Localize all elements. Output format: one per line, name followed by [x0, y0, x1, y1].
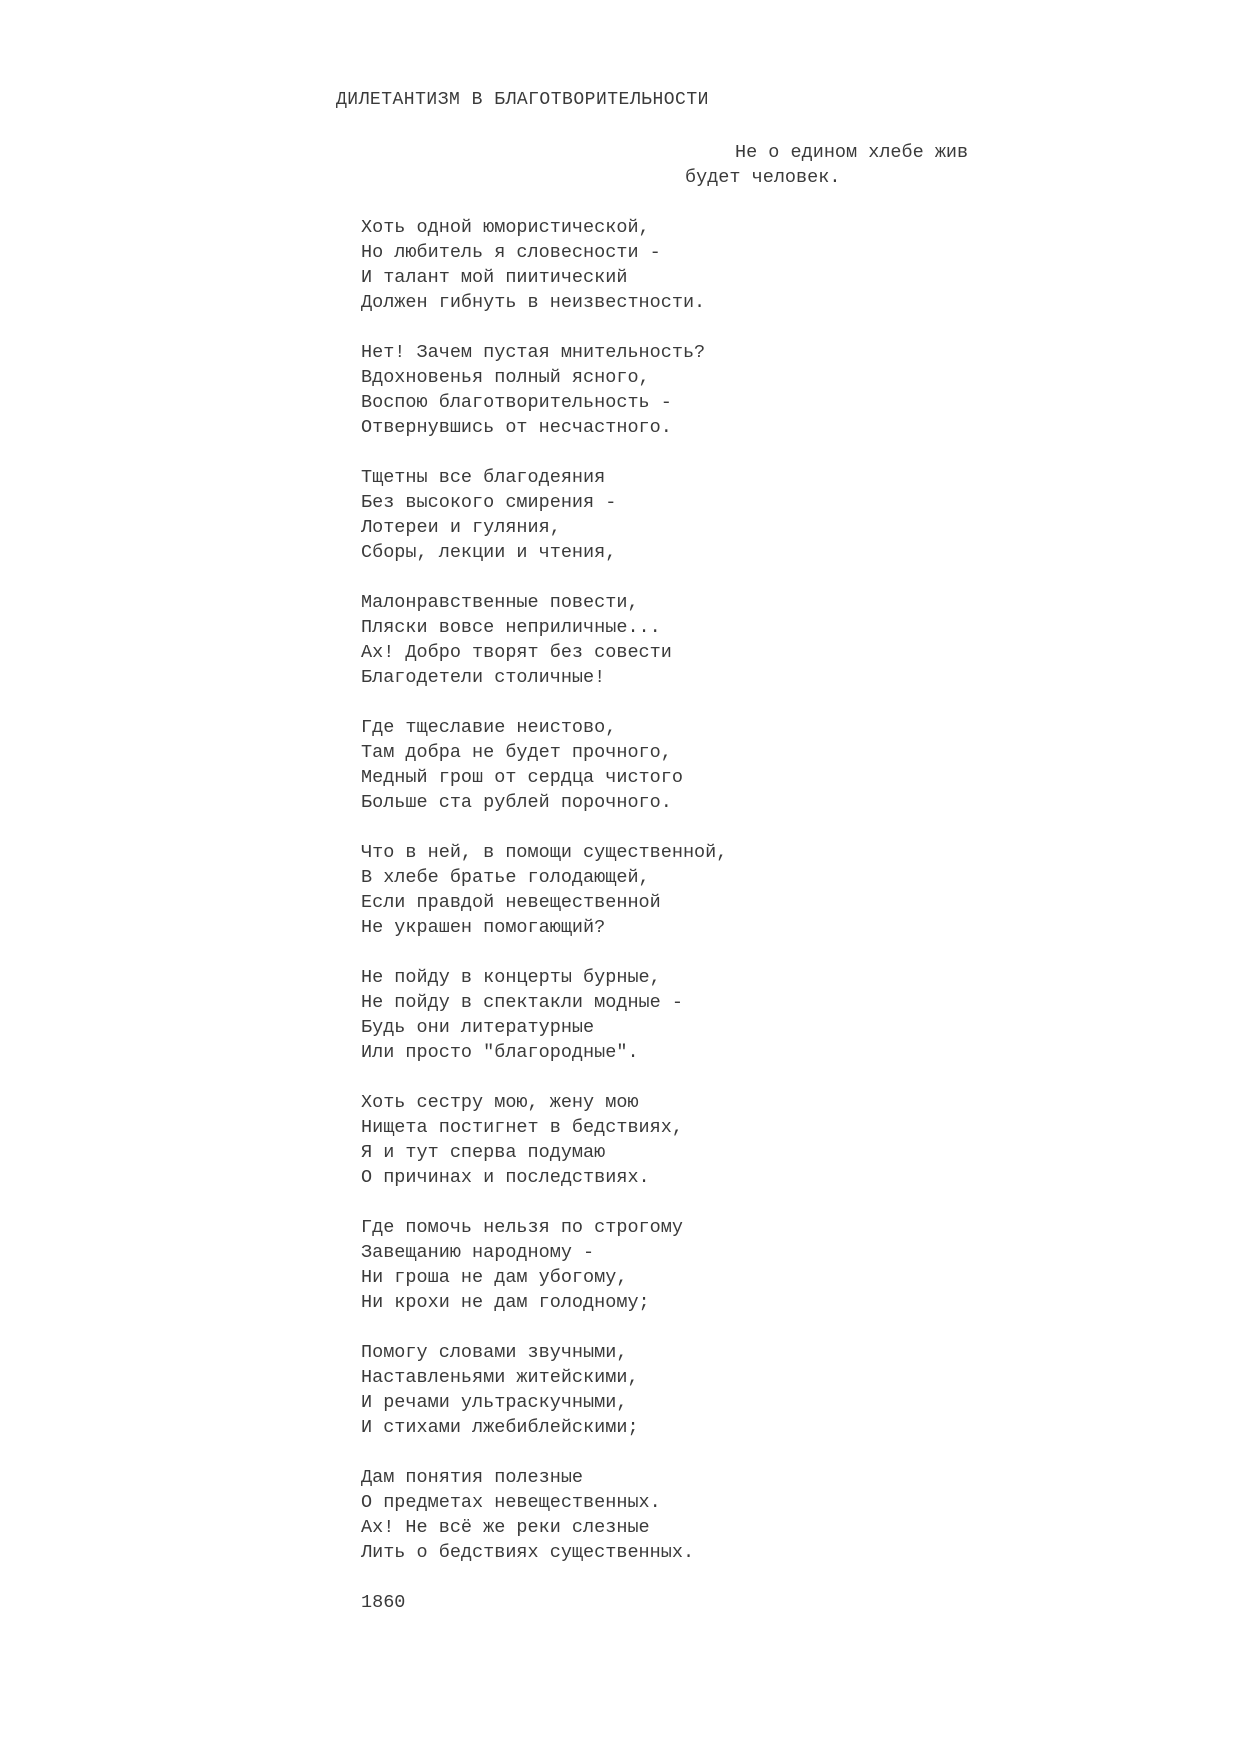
poem-line: Вдохновенья полный ясного, — [361, 367, 650, 388]
poem-line: Ни крохи не дам голодному; — [361, 1292, 650, 1313]
poem-line: Там добра не будет прочного, — [361, 742, 672, 763]
poem-body — [361, 215, 727, 1615]
poem-line: Помогу словами звучными, — [361, 1342, 628, 1363]
stanza — [361, 965, 727, 1065]
poem-line: Если правдой невещественной — [361, 892, 661, 913]
poem-line: Малонравственные повести, — [361, 592, 639, 613]
poem-line: Или просто "благородные". — [361, 1042, 639, 1063]
poem-line: Нищета постигнет в бедствиях, — [361, 1117, 683, 1138]
poem-line: Дам понятия полезные — [361, 1467, 584, 1488]
poem-line: Сборы, лекции и чтения, — [361, 542, 617, 563]
poem-line: Не украшен помогающий? — [361, 917, 606, 938]
poem-line: Я и тут сперва подумаю — [361, 1142, 606, 1163]
stanza — [361, 840, 727, 940]
poem-line: Ах! Добро творят без совести — [361, 642, 672, 663]
epigraph — [685, 140, 968, 190]
poem-line: Завещанию народному - — [361, 1242, 595, 1263]
poem-line: Медный грош от сердца чистого — [361, 767, 683, 788]
poem-line: Лотереи и гуляния, — [361, 517, 561, 538]
poem-line: Но любитель я словесности - — [361, 242, 661, 263]
stanza — [361, 1465, 727, 1565]
poem-line: И речами ультраскучными, — [361, 1392, 628, 1413]
stanza — [361, 1215, 727, 1315]
stanza — [361, 1090, 727, 1190]
poem-line: Где помочь нельзя по строгому — [361, 1217, 683, 1238]
poem-line: Больше ста рублей порочного. — [361, 792, 672, 813]
poem-line: И талант мой пиитический — [361, 267, 628, 288]
poem-line: Должен гибнуть в неизвестности. — [361, 292, 706, 313]
stanza — [361, 715, 727, 815]
stanza — [361, 1340, 727, 1440]
poem-title: ДИЛЕТАНТИЗМ В БЛАГОТВОРИТЕЛЬНОСТИ — [336, 90, 709, 110]
epigraph-line: Не о едином хлебе жив — [735, 142, 969, 163]
poem-line: Тщетны все благодеяния — [361, 467, 606, 488]
poem-line: Пляски вовсе неприличные... — [361, 617, 661, 638]
poem-line: Ах! Не всё же реки слезные — [361, 1517, 650, 1538]
stanza — [361, 590, 727, 690]
poem-line: Без высокого смирения - — [361, 492, 617, 513]
poem-line: Ни гроша не дам убогому, — [361, 1267, 628, 1288]
poem-line: Будь они литературные — [361, 1017, 595, 1038]
epigraph-line: будет человек. — [685, 167, 841, 188]
poem-line: И стихами лжебиблейскими; — [361, 1417, 639, 1438]
poem-line: О причинах и последствиях. — [361, 1167, 650, 1188]
poem-year: 1860 — [361, 1592, 406, 1613]
poem-line: Нет! Зачем пустая мнительность? — [361, 342, 706, 363]
stanza — [361, 340, 727, 440]
poem-line: Воспою благотворительность - — [361, 392, 672, 413]
poem-line: Не пойду в спектакли модные - — [361, 992, 683, 1013]
poem-line: Наставленьями житейскими, — [361, 1367, 639, 1388]
stanza — [361, 215, 727, 315]
poem-line: Отвернувшись от несчастного. — [361, 417, 672, 438]
poem-line: Хоть сестру мою, жену мою — [361, 1092, 639, 1113]
poem-line: Где тщеславие неистово, — [361, 717, 617, 738]
poem-line: Хоть одной юмористической, — [361, 217, 650, 238]
poem-line: В хлебе братье голодающей, — [361, 867, 650, 888]
poem-line: О предметах невещественных. — [361, 1492, 661, 1513]
poem-line: Не пойду в концерты бурные, — [361, 967, 661, 988]
stanza — [361, 465, 727, 565]
poem-line: Что в ней, в помощи существенной, — [361, 842, 728, 863]
poem-line: Лить о бедствиях существенных. — [361, 1542, 695, 1563]
poem-line: Благодетели столичные! — [361, 667, 606, 688]
